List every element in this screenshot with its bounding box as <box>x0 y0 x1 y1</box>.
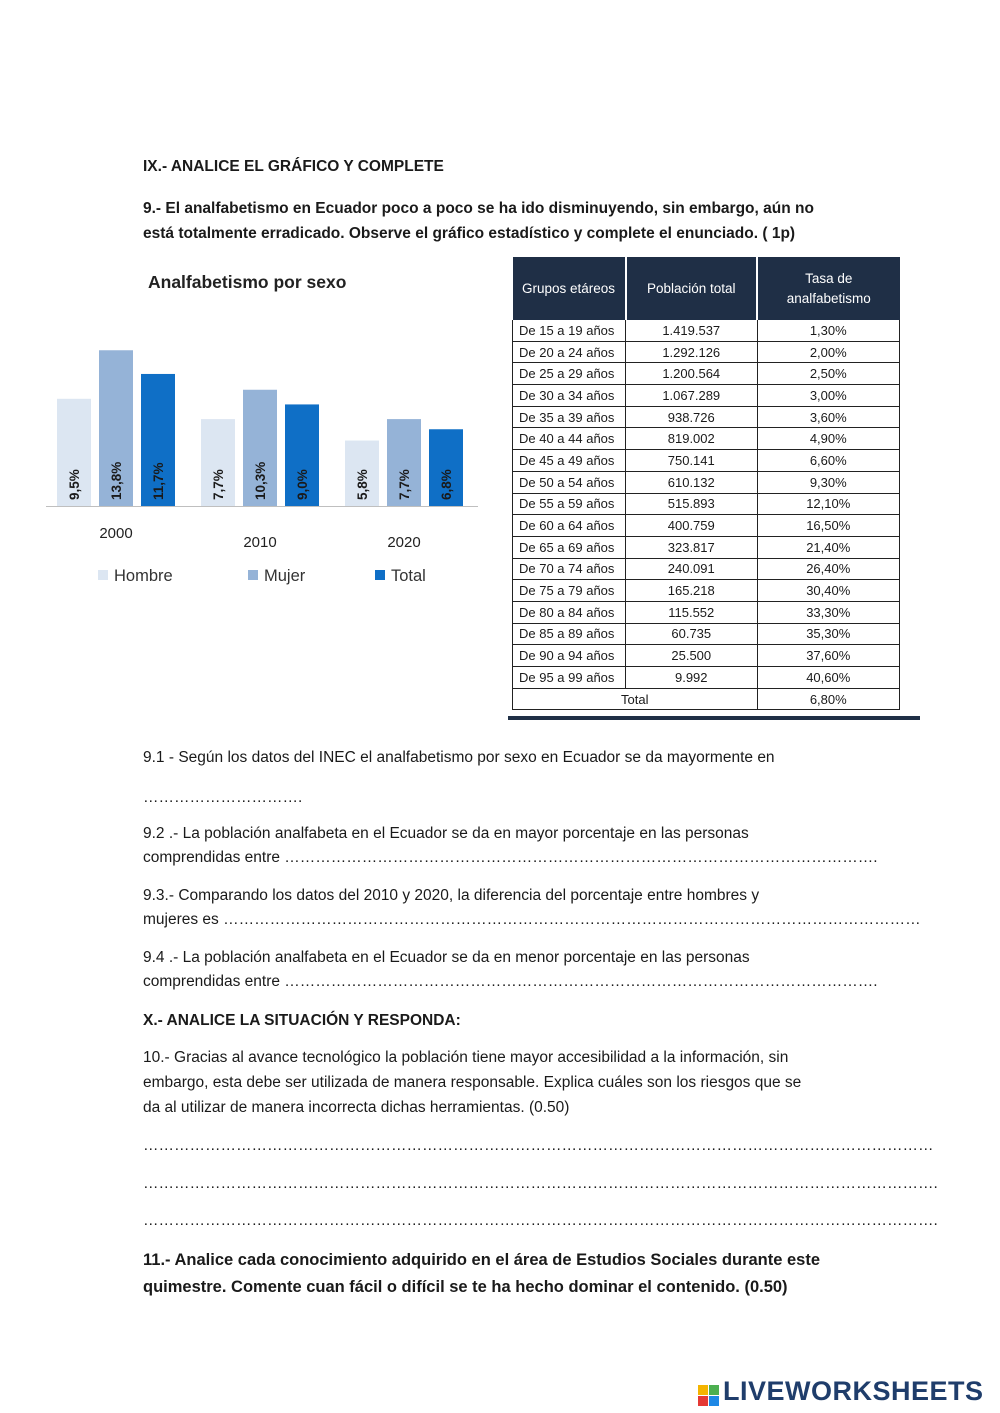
population-cell: 750.141 <box>626 450 758 472</box>
rate-cell: 6,60% <box>757 450 899 472</box>
answer-10-line-2[interactable]: ………………………………………………………………………………………………………………………………………. <box>143 1175 938 1192</box>
age-group-cell: De 25 a 29 años <box>513 363 626 385</box>
question-10-line-3: da al utilizar de manera incorrecta dichas herramientas. (0.50) <box>143 1099 570 1116</box>
data-label: 9,5% <box>67 469 82 500</box>
question-9-3-line-1: 9.3.- Comparando los datos del 2010 y 2020, la diferencia del porcentaje entre hombres y <box>143 887 760 904</box>
logo-text: LIVEWORKSHEETS <box>723 1376 984 1406</box>
rate-cell: 2,50% <box>757 363 899 385</box>
age-group-cell: De 30 a 34 años <box>513 385 626 407</box>
rate-cell: 1,30% <box>757 320 899 341</box>
category-label: 2010 <box>243 534 277 551</box>
table-row <box>513 320 900 341</box>
rate-cell: 33,30% <box>757 601 899 623</box>
question-11-line-2: quimestre. Comente cuan fácil o difícil se te ha hecho dominar el contenido. (0.50) <box>143 1278 788 1296</box>
population-cell: 25.500 <box>626 645 758 667</box>
population-cell: 9.992 <box>626 667 758 689</box>
table-row <box>513 515 900 537</box>
question-9-4-line-1: 9.4 .- La población analfabeta en el Ecuador se da en menor porcentaje en las personas <box>143 949 750 966</box>
age-group-cell: De 20 a 24 años <box>513 341 626 363</box>
age-group-cell: De 65 a 69 años <box>513 536 626 558</box>
section-10-heading: X.- ANALICE LA SITUACIÓN Y RESPONDA: <box>143 1012 461 1029</box>
table-row <box>513 667 900 689</box>
rate-cell: 9,30% <box>757 471 899 493</box>
question-11-line-1: 11.- Analice cada conocimiento adquirido en el área de Estudios Sociales durante este <box>143 1251 821 1269</box>
question-9-3 <box>143 884 921 932</box>
age-group-cell: De 85 a 89 años <box>513 623 626 645</box>
data-label: 5,8% <box>355 469 370 500</box>
table-total-row <box>513 688 900 710</box>
bar-chart-svg <box>40 300 490 600</box>
table-row <box>513 580 900 602</box>
rate-cell: 26,40% <box>757 558 899 580</box>
liveworksheets-logo <box>698 1376 984 1407</box>
rate-cell: 12,10% <box>757 493 899 515</box>
table-row <box>513 385 900 407</box>
table-row <box>513 406 900 428</box>
age-group-cell: De 45 a 49 años <box>513 450 626 472</box>
table-row <box>513 601 900 623</box>
table-row <box>513 341 900 363</box>
answer-10-line-1[interactable]: ……………………………………………………………………………………………………………………………………… <box>143 1137 934 1154</box>
table-row <box>513 363 900 385</box>
table-row <box>513 428 900 450</box>
rate-cell: 3,00% <box>757 385 899 407</box>
category-label: 2020 <box>387 534 421 551</box>
legend-swatch <box>248 570 258 580</box>
illiteracy-table <box>512 257 900 710</box>
population-cell: 515.893 <box>626 493 758 515</box>
answer-9-1-blank[interactable]: …………………………. <box>143 789 303 806</box>
population-cell: 819.002 <box>626 428 758 450</box>
legend-label: Total <box>391 567 426 585</box>
population-cell: 60.735 <box>626 623 758 645</box>
table-row <box>513 450 900 472</box>
table-row <box>513 558 900 580</box>
age-group-cell: De 75 a 79 años <box>513 580 626 602</box>
population-cell: 400.759 <box>626 515 758 537</box>
table-header-row <box>513 257 900 320</box>
population-cell: 938.726 <box>626 406 758 428</box>
data-label: 9,0% <box>295 469 310 500</box>
age-group-cell: De 90 a 94 años <box>513 645 626 667</box>
age-group-cell: De 60 a 64 años <box>513 515 626 537</box>
question-9-2-line-1: 9.2 .- La población analfabeta en el Ecuador se da en mayor porcentaje en las personas <box>143 825 749 842</box>
legend-label: Hombre <box>114 567 173 585</box>
population-cell: 240.091 <box>626 558 758 580</box>
table-row <box>513 645 900 667</box>
chart-title: Analfabetismo por sexo <box>148 272 347 292</box>
age-group-cell: De 50 a 54 años <box>513 471 626 493</box>
question-9-3-line-2[interactable]: mujeres es ……………………………………………………………………………………………………………………… <box>143 911 921 928</box>
section-9-intro <box>143 196 814 246</box>
table-row <box>513 536 900 558</box>
intro-line-2: está totalmente erradicado. Observe el gráfico estadístico y complete el enunciado. ( 1p) <box>143 225 796 242</box>
population-cell: 1.292.126 <box>626 341 758 363</box>
data-label: 6,8% <box>439 469 454 500</box>
total-label-cell: Total <box>513 688 758 710</box>
bar-chart <box>40 300 490 600</box>
question-9-2 <box>143 822 878 870</box>
answer-10-line-3[interactable]: ………………………………………………………………………………………………………………………………………. <box>143 1212 938 1229</box>
population-cell: 1.067.289 <box>626 385 758 407</box>
section-9-heading: IX.- ANALICE EL GRÁFICO Y COMPLETE <box>143 158 444 175</box>
header-population: Población total <box>626 257 758 320</box>
table-underline <box>508 716 920 720</box>
age-group-cell: De 95 a 99 años <box>513 667 626 689</box>
legend-label: Mujer <box>264 567 306 585</box>
table-row <box>513 471 900 493</box>
question-10-line-2: embargo, esta debe ser utilizada de manera responsable. Explica cuáles son los riesgos que se <box>143 1074 802 1091</box>
data-label: 10,3% <box>253 461 268 500</box>
legend-swatch <box>375 570 385 580</box>
population-cell: 323.817 <box>626 536 758 558</box>
question-9-1: 9.1 - Según los datos del INEC el analfabetismo por sexo en Ecuador se da mayormente en <box>143 749 775 766</box>
data-label: 7,7% <box>211 469 226 500</box>
rate-cell: 35,30% <box>757 623 899 645</box>
rate-cell: 16,50% <box>757 515 899 537</box>
rate-cell: 21,40% <box>757 536 899 558</box>
intro-line-1: 9.- El analfabetismo en Ecuador poco a poco se ha ido disminuyendo, sin embargo, aún no <box>143 200 814 217</box>
age-group-cell: De 70 a 74 años <box>513 558 626 580</box>
question-10-line-1: 10.- Gracias al avance tecnológico la población tiene mayor accesibilidad a la información, sin <box>143 1049 789 1066</box>
question-10 <box>143 1045 801 1120</box>
age-group-cell: De 55 a 59 años <box>513 493 626 515</box>
age-group-cell: De 35 a 39 años <box>513 406 626 428</box>
question-9-4 <box>143 946 878 994</box>
table-row <box>513 493 900 515</box>
logo-mark-icon <box>698 1385 720 1407</box>
population-cell: 610.132 <box>626 471 758 493</box>
rate-cell: 40,60% <box>757 667 899 689</box>
age-group-cell: De 40 a 44 años <box>513 428 626 450</box>
category-label: 2000 <box>99 525 133 542</box>
question-9-2-line-2[interactable]: comprendidas entre ……………………………………………………………………………………………………. <box>143 849 878 866</box>
age-group-cell: De 80 a 84 años <box>513 601 626 623</box>
header-age-groups: Grupos etáreos <box>513 257 626 320</box>
population-cell: 165.218 <box>626 580 758 602</box>
question-11 <box>143 1247 820 1301</box>
rate-cell: 30,40% <box>757 580 899 602</box>
header-illiteracy-rate: Tasa de analfabetismo <box>757 257 899 320</box>
question-9-4-line-2[interactable]: comprendidas entre ……………………………………………………………………………………………………. <box>143 973 878 990</box>
population-cell: 1.200.564 <box>626 363 758 385</box>
rate-cell: 2,00% <box>757 341 899 363</box>
population-cell: 1.419.537 <box>626 320 758 341</box>
data-label: 11,7% <box>151 462 166 500</box>
table-row <box>513 623 900 645</box>
age-group-cell: De 15 a 19 años <box>513 320 626 341</box>
population-cell: 115.552 <box>626 601 758 623</box>
data-label: 13,8% <box>109 461 124 500</box>
total-rate-cell: 6,80% <box>757 688 899 710</box>
data-label: 7,7% <box>397 469 412 500</box>
rate-cell: 4,90% <box>757 428 899 450</box>
rate-cell: 37,60% <box>757 645 899 667</box>
rate-cell: 3,60% <box>757 406 899 428</box>
legend-swatch <box>98 570 108 580</box>
